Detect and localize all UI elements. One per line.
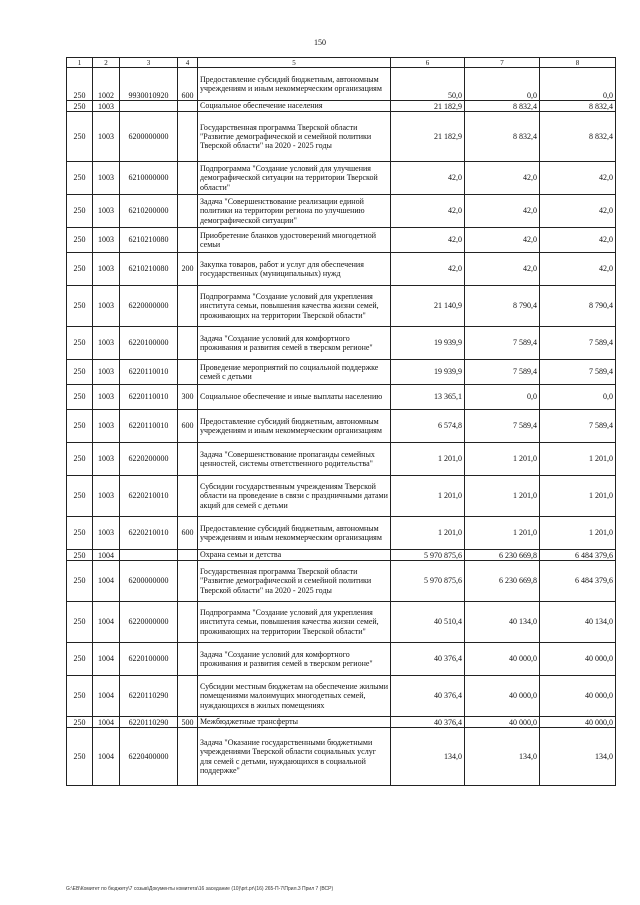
amount-2022-cell: 6 484 379,6 bbox=[540, 561, 616, 602]
amount-2022-cell: 7 589,4 bbox=[540, 360, 616, 385]
amount-2020-cell: 42,0 bbox=[391, 162, 465, 195]
section-code-cell: 250 bbox=[67, 728, 93, 786]
expense-type-cell bbox=[178, 602, 198, 643]
table-row bbox=[67, 443, 616, 476]
column-number: 6 bbox=[391, 58, 465, 68]
subsection-code-cell: 1004 bbox=[93, 643, 120, 676]
amount-2021-cell: 134,0 bbox=[465, 728, 540, 786]
section-code-cell: 250 bbox=[67, 286, 93, 327]
expense-type-cell: 600 bbox=[178, 68, 198, 101]
target-article-cell bbox=[120, 101, 178, 112]
amount-2021-cell: 1 201,0 bbox=[465, 476, 540, 517]
section-code-cell: 250 bbox=[67, 602, 93, 643]
amount-2021-cell: 42,0 bbox=[465, 195, 540, 228]
table-row bbox=[67, 643, 616, 676]
amount-2022-cell: 40 000,0 bbox=[540, 676, 616, 717]
section-code-cell: 250 bbox=[67, 112, 93, 162]
subsection-code-cell: 1004 bbox=[93, 717, 120, 728]
section-code-cell: 250 bbox=[67, 253, 93, 286]
expense-type-cell bbox=[178, 327, 198, 360]
amount-2021-cell: 42,0 bbox=[465, 253, 540, 286]
table-row bbox=[67, 68, 616, 101]
amount-2020-cell: 40 510,4 bbox=[391, 602, 465, 643]
item-name-cell: Подпрограмма "Создание условий для укрепления института семьи, повышения качества жизни семей, проживающих на территории Тверской области" bbox=[198, 602, 391, 643]
item-name-cell: Предоставление субсидий бюджетным, автономным учреждениям и иным некоммерческим организациям bbox=[198, 410, 391, 443]
subsection-code-cell: 1003 bbox=[93, 517, 120, 550]
amount-2022-cell: 0,0 bbox=[540, 385, 616, 410]
column-number: 3 bbox=[120, 58, 178, 68]
item-name-cell: Социальное обеспечение и иные выплаты населению bbox=[198, 385, 391, 410]
column-number: 4 bbox=[178, 58, 198, 68]
subsection-code-cell: 1004 bbox=[93, 602, 120, 643]
expense-type-cell bbox=[178, 162, 198, 195]
expense-type-cell: 500 bbox=[178, 717, 198, 728]
column-number-header-row bbox=[67, 58, 616, 68]
amount-2021-cell: 0,0 bbox=[465, 385, 540, 410]
amount-2020-cell: 1 201,0 bbox=[391, 517, 465, 550]
item-name-cell: Приобретение бланков удостоверений многодетной семьи bbox=[198, 228, 391, 253]
amount-2021-cell: 1 201,0 bbox=[465, 443, 540, 476]
item-name-cell: Проведение мероприятий по социальной поддержке семей с детьми bbox=[198, 360, 391, 385]
subsection-code-cell: 1004 bbox=[93, 561, 120, 602]
target-article-cell: 6200000000 bbox=[120, 112, 178, 162]
subsection-code-cell: 1003 bbox=[93, 101, 120, 112]
target-article-cell: 6220000000 bbox=[120, 286, 178, 327]
item-name-cell: Задача "Оказание государственными бюджетными учреждениями Тверской области социальных услуг для семей с детьми, нуждающихся в социальной поддержке" bbox=[198, 728, 391, 786]
subsection-code-cell: 1002 bbox=[93, 68, 120, 101]
subsection-code-cell: 1004 bbox=[93, 728, 120, 786]
amount-2020-cell: 40 376,4 bbox=[391, 643, 465, 676]
section-code-cell: 250 bbox=[67, 410, 93, 443]
subsection-code-cell: 1004 bbox=[93, 550, 120, 561]
section-code-cell: 250 bbox=[67, 360, 93, 385]
section-code-cell: 250 bbox=[67, 517, 93, 550]
expense-type-cell bbox=[178, 676, 198, 717]
expense-type-cell bbox=[178, 443, 198, 476]
table-row bbox=[67, 476, 616, 517]
table-row bbox=[67, 101, 616, 112]
item-name-cell: Предоставление субсидий бюджетным, автономным учреждениям и иным некоммерческим организациям bbox=[198, 517, 391, 550]
item-name-cell: Задача "Совершенствование реализации единой политики на территории региона по улучшению демографической ситуации" bbox=[198, 195, 391, 228]
column-number: 5 bbox=[198, 58, 391, 68]
subsection-code-cell: 1003 bbox=[93, 228, 120, 253]
amount-2021-cell: 7 589,4 bbox=[465, 410, 540, 443]
section-code-cell: 250 bbox=[67, 561, 93, 602]
section-code-cell: 250 bbox=[67, 643, 93, 676]
target-article-cell: 6210000000 bbox=[120, 162, 178, 195]
amount-2022-cell: 42,0 bbox=[540, 228, 616, 253]
amount-2022-cell: 1 201,0 bbox=[540, 476, 616, 517]
subsection-code-cell: 1004 bbox=[93, 676, 120, 717]
item-name-cell: Подпрограмма "Создание условий для улучшения демографической ситуации на территории Тверской области" bbox=[198, 162, 391, 195]
amount-2020-cell: 50,0 bbox=[391, 68, 465, 101]
expense-type-cell bbox=[178, 550, 198, 561]
column-number: 8 bbox=[540, 58, 616, 68]
amount-2022-cell: 8 832,4 bbox=[540, 112, 616, 162]
amount-2021-cell: 40 000,0 bbox=[465, 717, 540, 728]
amount-2020-cell: 1 201,0 bbox=[391, 443, 465, 476]
subsection-code-cell: 1003 bbox=[93, 195, 120, 228]
section-code-cell: 250 bbox=[67, 550, 93, 561]
subsection-code-cell: 1003 bbox=[93, 327, 120, 360]
target-article-cell: 6220110010 bbox=[120, 410, 178, 443]
subsection-code-cell: 1003 bbox=[93, 286, 120, 327]
amount-2020-cell: 19 939,9 bbox=[391, 360, 465, 385]
amount-2022-cell: 40 134,0 bbox=[540, 602, 616, 643]
amount-2021-cell: 8 832,4 bbox=[465, 112, 540, 162]
column-number: 1 bbox=[67, 58, 93, 68]
subsection-code-cell: 1003 bbox=[93, 476, 120, 517]
amount-2022-cell: 40 000,0 bbox=[540, 717, 616, 728]
table-row bbox=[67, 228, 616, 253]
table-row bbox=[67, 550, 616, 561]
column-number: 2 bbox=[93, 58, 120, 68]
expense-type-cell bbox=[178, 360, 198, 385]
amount-2020-cell: 21 140,9 bbox=[391, 286, 465, 327]
section-code-cell: 250 bbox=[67, 162, 93, 195]
amount-2021-cell: 6 230 669,8 bbox=[465, 561, 540, 602]
expense-type-cell bbox=[178, 101, 198, 112]
item-name-cell: Государственная программа Тверской области "Развитие демографической и семейной политики Тверской области" на 2020 - 2025 годы bbox=[198, 112, 391, 162]
item-name-cell: Подпрограмма "Создание условий для укрепления института семьи, повышения качества жизни семей, проживающих на территории Тверской области" bbox=[198, 286, 391, 327]
amount-2020-cell: 42,0 bbox=[391, 195, 465, 228]
amount-2020-cell: 42,0 bbox=[391, 253, 465, 286]
subsection-code-cell: 1003 bbox=[93, 443, 120, 476]
section-code-cell: 250 bbox=[67, 476, 93, 517]
file-path-footer: G:\ЕВ\Комитет по бюджету\7 созыв\Документы комитета\16 заседание (10)\prt.pr\(16) 265-П-7\Прил.3 Прил 7 (ВСР) bbox=[66, 886, 334, 892]
amount-2020-cell: 134,0 bbox=[391, 728, 465, 786]
target-article-cell: 6220110290 bbox=[120, 717, 178, 728]
subsection-code-cell: 1003 bbox=[93, 360, 120, 385]
table-row bbox=[67, 728, 616, 786]
amount-2020-cell: 13 365,1 bbox=[391, 385, 465, 410]
subsection-code-cell: 1003 bbox=[93, 112, 120, 162]
target-article-cell: 6220100000 bbox=[120, 643, 178, 676]
expense-type-cell bbox=[178, 561, 198, 602]
section-code-cell: 250 bbox=[67, 717, 93, 728]
item-name-cell: Субсидии местным бюджетам на обеспечение жилыми помещениями малоимущих многодетных семей, нуждающихся в жилых помещениях bbox=[198, 676, 391, 717]
section-code-cell: 250 bbox=[67, 68, 93, 101]
amount-2021-cell: 42,0 bbox=[465, 228, 540, 253]
table-row bbox=[67, 410, 616, 443]
amount-2022-cell: 1 201,0 bbox=[540, 517, 616, 550]
table-row bbox=[67, 162, 616, 195]
amount-2020-cell: 40 376,4 bbox=[391, 717, 465, 728]
amount-2021-cell: 8 790,4 bbox=[465, 286, 540, 327]
amount-2022-cell: 7 589,4 bbox=[540, 410, 616, 443]
section-code-cell: 250 bbox=[67, 228, 93, 253]
table-row bbox=[67, 602, 616, 643]
amount-2020-cell: 40 376,4 bbox=[391, 676, 465, 717]
amount-2022-cell: 8 790,4 bbox=[540, 286, 616, 327]
expense-type-cell bbox=[178, 195, 198, 228]
section-code-cell: 250 bbox=[67, 443, 93, 476]
target-article-cell: 6210200000 bbox=[120, 195, 178, 228]
expense-type-cell bbox=[178, 728, 198, 786]
amount-2020-cell: 19 939,9 bbox=[391, 327, 465, 360]
section-code-cell: 250 bbox=[67, 101, 93, 112]
amount-2022-cell: 42,0 bbox=[540, 253, 616, 286]
amount-2022-cell: 40 000,0 bbox=[540, 643, 616, 676]
target-article-cell: 6200000000 bbox=[120, 561, 178, 602]
table-row bbox=[67, 112, 616, 162]
table-row bbox=[67, 676, 616, 717]
expense-type-cell bbox=[178, 228, 198, 253]
item-name-cell: Государственная программа Тверской области "Развитие демографической и семейной политики Тверской области" на 2020 - 2025 годы bbox=[198, 561, 391, 602]
expense-type-cell: 200 bbox=[178, 253, 198, 286]
target-article-cell: 6210210080 bbox=[120, 228, 178, 253]
item-name-cell: Охрана семьи и детства bbox=[198, 550, 391, 561]
amount-2020-cell: 21 182,9 bbox=[391, 112, 465, 162]
target-article-cell: 6210210080 bbox=[120, 253, 178, 286]
amount-2022-cell: 134,0 bbox=[540, 728, 616, 786]
target-article-cell: 6220110010 bbox=[120, 360, 178, 385]
target-article-cell: 6220210010 bbox=[120, 476, 178, 517]
target-article-cell bbox=[120, 550, 178, 561]
item-name-cell: Социальное обеспечение населения bbox=[198, 101, 391, 112]
amount-2022-cell: 42,0 bbox=[540, 162, 616, 195]
section-code-cell: 250 bbox=[67, 327, 93, 360]
subsection-code-cell: 1003 bbox=[93, 385, 120, 410]
amount-2020-cell: 6 574,8 bbox=[391, 410, 465, 443]
amount-2021-cell: 7 589,4 bbox=[465, 360, 540, 385]
target-article-cell: 6220100000 bbox=[120, 327, 178, 360]
expense-type-cell bbox=[178, 476, 198, 517]
amount-2022-cell: 42,0 bbox=[540, 195, 616, 228]
target-article-cell: 6220110290 bbox=[120, 676, 178, 717]
expense-type-cell bbox=[178, 112, 198, 162]
expense-type-cell: 600 bbox=[178, 410, 198, 443]
table-row bbox=[67, 517, 616, 550]
amount-2021-cell: 6 230 669,8 bbox=[465, 550, 540, 561]
amount-2021-cell: 40 000,0 bbox=[465, 643, 540, 676]
section-code-cell: 250 bbox=[67, 676, 93, 717]
target-article-cell: 6220000000 bbox=[120, 602, 178, 643]
amount-2021-cell: 42,0 bbox=[465, 162, 540, 195]
table-row bbox=[67, 385, 616, 410]
table-row bbox=[67, 253, 616, 286]
amount-2022-cell: 7 589,4 bbox=[540, 327, 616, 360]
target-article-cell: 6220210010 bbox=[120, 517, 178, 550]
table-row bbox=[67, 360, 616, 385]
amount-2021-cell: 1 201,0 bbox=[465, 517, 540, 550]
amount-2021-cell: 0,0 bbox=[465, 68, 540, 101]
item-name-cell: Задача "Создание условий для комфортного проживания и развития семей в тверском регионе" bbox=[198, 327, 391, 360]
table-row bbox=[67, 286, 616, 327]
amount-2022-cell: 6 484 379,6 bbox=[540, 550, 616, 561]
expense-type-cell bbox=[178, 286, 198, 327]
table-row bbox=[67, 327, 616, 360]
expense-type-cell: 300 bbox=[178, 385, 198, 410]
amount-2021-cell: 8 832,4 bbox=[465, 101, 540, 112]
amount-2022-cell: 0,0 bbox=[540, 68, 616, 101]
target-article-cell: 9930010920 bbox=[120, 68, 178, 101]
amount-2022-cell: 8 832,4 bbox=[540, 101, 616, 112]
item-name-cell: Предоставление субсидий бюджетным, автономным учреждениям и иным некоммерческим организациям bbox=[198, 68, 391, 101]
column-number: 7 bbox=[465, 58, 540, 68]
table-row bbox=[67, 195, 616, 228]
item-name-cell: Субсидии государственным учреждениям Тверской области на проведение в связи с праздничными датами акций для семей с детьми bbox=[198, 476, 391, 517]
target-article-cell: 6220110010 bbox=[120, 385, 178, 410]
amount-2020-cell: 5 970 875,6 bbox=[391, 561, 465, 602]
amount-2021-cell: 7 589,4 bbox=[465, 327, 540, 360]
table-row bbox=[67, 717, 616, 728]
item-name-cell: Межбюджетные трансферты bbox=[198, 717, 391, 728]
expense-type-cell bbox=[178, 643, 198, 676]
item-name-cell: Закупка товаров, работ и услуг для обеспечения государственных (муниципальных) нужд bbox=[198, 253, 391, 286]
section-code-cell: 250 bbox=[67, 385, 93, 410]
amount-2021-cell: 40 000,0 bbox=[465, 676, 540, 717]
target-article-cell: 6220200000 bbox=[120, 443, 178, 476]
section-code-cell: 250 bbox=[67, 195, 93, 228]
budget-table bbox=[66, 57, 616, 786]
expense-type-cell: 600 bbox=[178, 517, 198, 550]
amount-2020-cell: 21 182,9 bbox=[391, 101, 465, 112]
item-name-cell: Задача "Создание условий для комфортного проживания и развития семей в тверском регионе" bbox=[198, 643, 391, 676]
page-number: 150 bbox=[314, 38, 326, 47]
subsection-code-cell: 1003 bbox=[93, 410, 120, 443]
subsection-code-cell: 1003 bbox=[93, 162, 120, 195]
amount-2020-cell: 1 201,0 bbox=[391, 476, 465, 517]
amount-2020-cell: 5 970 875,6 bbox=[391, 550, 465, 561]
amount-2021-cell: 40 134,0 bbox=[465, 602, 540, 643]
target-article-cell: 6220400000 bbox=[120, 728, 178, 786]
item-name-cell: Задача "Совершенствование пропаганды семейных ценностей, системы ответственного родительства" bbox=[198, 443, 391, 476]
amount-2020-cell: 42,0 bbox=[391, 228, 465, 253]
subsection-code-cell: 1003 bbox=[93, 253, 120, 286]
table-row bbox=[67, 561, 616, 602]
amount-2022-cell: 1 201,0 bbox=[540, 443, 616, 476]
